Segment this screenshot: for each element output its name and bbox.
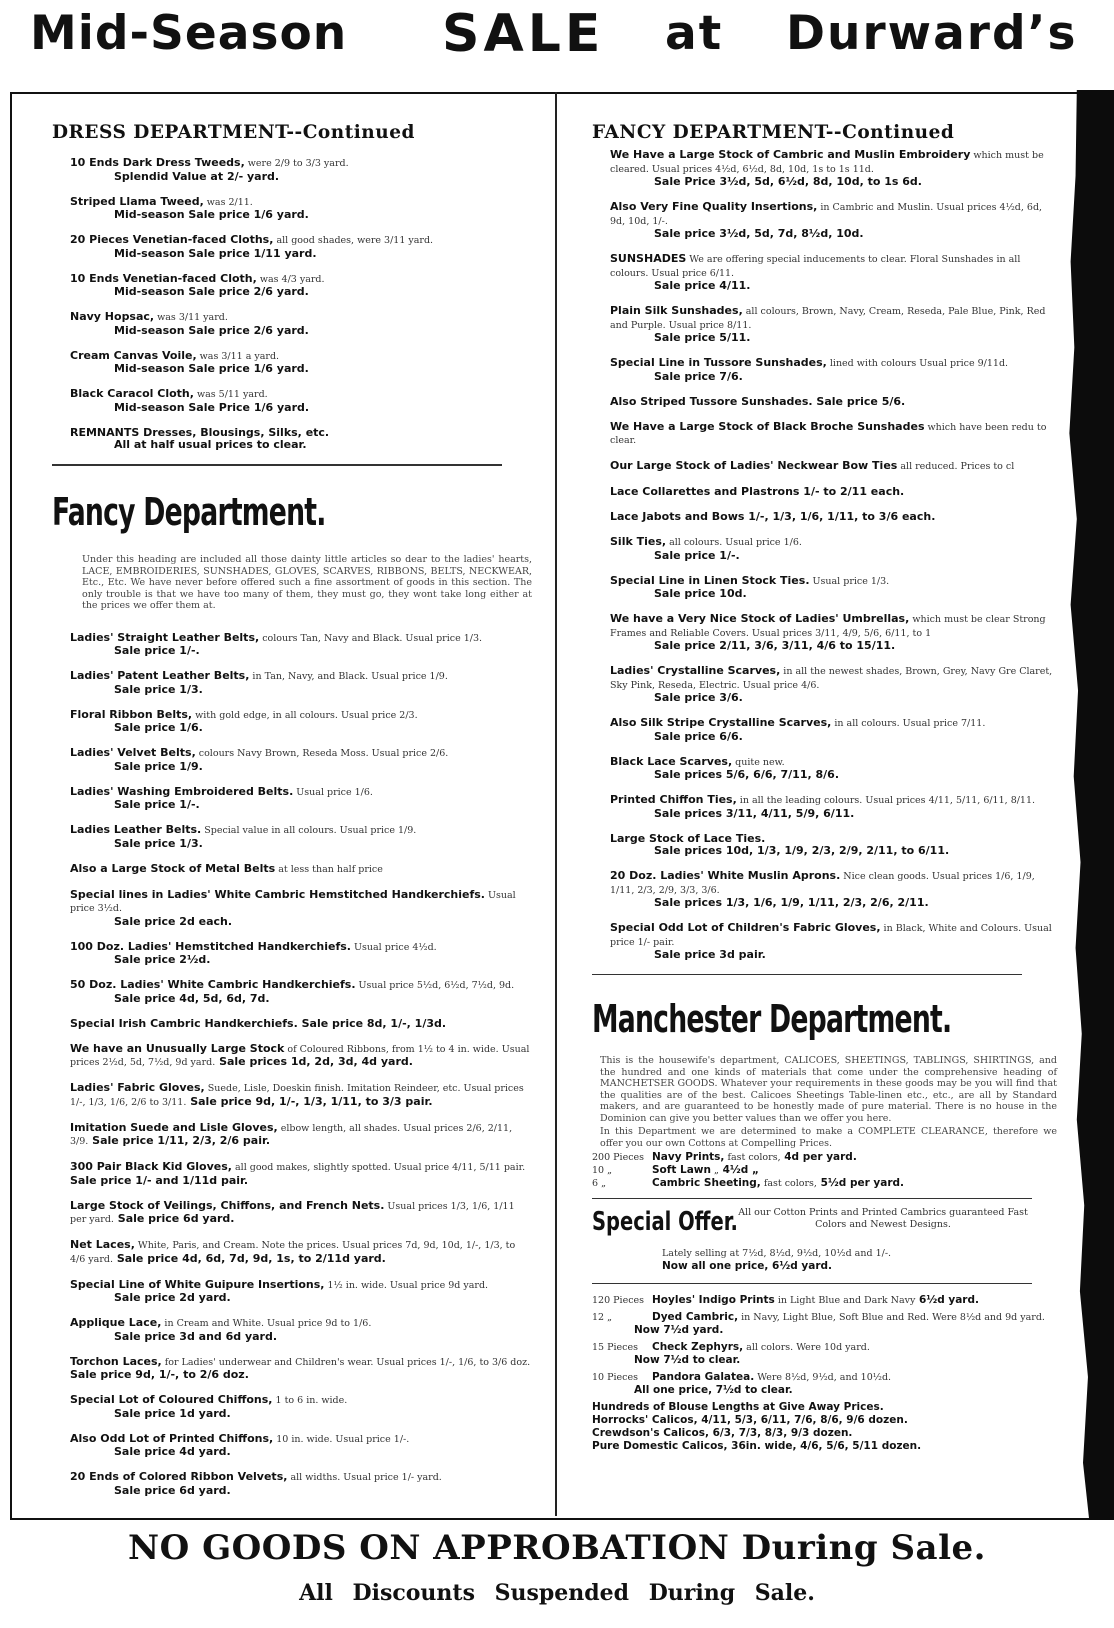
line-description: „ — [710, 1165, 719, 1176]
item-sale-price: Mid-season Sale price 2/6 yard. — [114, 323, 309, 337]
item-title: Lace Jabots and Bows 1/-, 1/3, 1/6, 1/11, to 3/6 each. — [610, 510, 936, 523]
item-title: Plain Silk Sunshades, — [610, 304, 743, 317]
item-title: Also Striped Tussore Sunshades. — [610, 394, 813, 408]
item-description: with gold edge, in all colours. Usual price 2/3. — [192, 709, 418, 721]
item-title: 20 Pieces Venetian-faced Cloths, — [70, 233, 274, 246]
item-sale-price: Sale price 2d each. — [114, 914, 233, 928]
item-title: 300 Pair Black Kid Gloves, — [70, 1160, 232, 1173]
column-divider — [555, 92, 558, 1516]
manchester-lines — [592, 1151, 1057, 1190]
item-sale-price: Sale price 1/- and 1/11d pair. — [70, 1173, 249, 1187]
footer-no-approbation: NO GOODS ON APPROBATION During Sale. — [128, 1528, 986, 1568]
item-sale-price: Sale price 3/6. — [654, 691, 743, 704]
item-description: lined with colours Usual price 9/11d. — [826, 358, 1009, 369]
list-item — [70, 1043, 532, 1070]
item-description: which must be cleared. Usual prices 4½d, 6½d, 8d, 10d, 1s to 1s 11d. — [610, 150, 1044, 175]
item-sale-price: Sale price 6d yard. — [113, 1212, 235, 1225]
item-title: We have a Very Nice Stock of Ladies' Umbrellas, — [610, 612, 910, 625]
list-item — [610, 575, 1057, 601]
offer-description: Were 8½d, 9½d, and 10½d. — [754, 1372, 892, 1383]
item-sale-price: Sale price 6d yard. — [114, 1483, 231, 1497]
item-title: Imitation Suede and Lisle Gloves, — [70, 1120, 278, 1134]
offer-title: Dyed Cambric, — [652, 1311, 739, 1323]
item-sale-price: Sale price 2½d. — [114, 953, 211, 966]
item-title: Ladies' Washing Embroidered Belts. — [70, 784, 294, 798]
manchester-department-heading: Manchester Department. — [592, 997, 952, 1041]
item-description: was 5/11 yard. — [193, 389, 268, 400]
item-title: Special Line in Tussore Sunshades, — [610, 356, 827, 369]
item-title: Floral Ribbon Belts, — [70, 707, 193, 721]
item-title: Ladies Leather Belts. — [70, 823, 202, 836]
item-sale-price: Sale price 1/-. — [114, 798, 200, 811]
item-sale-price: Sale price 4/11. — [654, 279, 751, 292]
list-item — [70, 388, 532, 414]
offer-lines — [592, 1294, 1057, 1397]
section-rule — [52, 464, 502, 466]
list-item — [70, 1122, 532, 1149]
item-title: 10 Ends Venetian-faced Cloth, — [70, 271, 257, 285]
item-title: Striped Llama Tweed, — [70, 194, 204, 208]
item-title: We Have a Large Stock of Black Broche Sunshades — [610, 419, 925, 433]
item-description: which must be clear Strong Frames and Reliable Covers. Usual prices 3/11, 4/9, 5/6, 6/11, to 1 — [610, 614, 1046, 639]
item-description: in all colours. Usual price 7/11. — [831, 718, 986, 729]
item-title: Also a Large Stock of Metal Belts — [70, 861, 276, 875]
list-item — [70, 863, 532, 877]
offer-quantity: 12 „ — [592, 1312, 613, 1323]
item-description: Usual price 1/6. — [293, 786, 373, 798]
offer-title: Pandora Galatea. — [652, 1371, 755, 1383]
line-price: 4½d „ — [718, 1164, 759, 1176]
special-offer-sub: Lately selling at 7½d, 8½d, 9½d, 10½d and 1/-. — [662, 1248, 892, 1259]
list-item — [610, 613, 1057, 653]
list-item — [70, 1279, 532, 1305]
item-title: REMNANTS Dresses, Blousings, Silks, etc. — [70, 425, 330, 439]
item-sale-price: Sale price 8d, 1/-, 1/3d. — [297, 1016, 447, 1030]
list-item — [610, 486, 1057, 499]
item-title: SUNSHADES — [610, 252, 687, 265]
item-title: Torchon Laces, — [70, 1354, 162, 1368]
special-offer-price: Now all one price, 6½d yard. — [662, 1260, 833, 1272]
item-title: We Have a Large Stock of Cambric and Muslin Embroidery — [610, 148, 971, 161]
list-item — [70, 350, 532, 376]
offer-title: Hoyles' Indigo Prints — [652, 1294, 775, 1306]
line-quantity: 10 „ — [592, 1165, 613, 1176]
item-title: Also Very Fine Quality Insertions, — [610, 200, 818, 213]
item-sale-price: Sale prices 10d, 1/3, 1/9, 2/3, 2/9, 2/11, to 6/11. — [654, 844, 950, 857]
item-title: Ladies' Fabric Gloves, — [70, 1081, 205, 1094]
offer-price: All one price, 7½d to clear. — [634, 1384, 793, 1396]
list-item — [610, 870, 1057, 910]
item-sale-price: Sale Price 3½d, 5d, 6½d, 8d, 10d, to 1s 6d. — [654, 175, 922, 188]
section-rule — [592, 1198, 1032, 1199]
item-description: were 2/9 to 3/3 yard. — [244, 158, 349, 169]
item-title: Special Line of White Guipure Insertions, — [70, 1277, 325, 1291]
item-title: Special Odd Lot of Children's Fabric Gloves, — [610, 921, 881, 934]
item-sale-price: Sale price 5/6. — [812, 394, 906, 408]
manchester-line — [592, 1151, 1057, 1164]
item-sale-price: Sale price 1/-. — [654, 548, 740, 562]
list-item — [70, 1471, 532, 1497]
list-item — [610, 305, 1057, 345]
item-title: Ladies' Patent Leather Belts, — [70, 669, 250, 682]
offer-line — [592, 1341, 1057, 1367]
manchester-intro: This is the housewife's department, CALICOES, SHEETINGS, TABLINGS, SHIRTINGS, and the hundred and one kinds of materials that come under the comprehensive heading of MANCHETSER GOODS. Whatever your requirements in these goods may be you will find that the qualities are of the best. Calicoes Sheetings Table-linen etc., etc., are all by Standard makers, and are guaranteed to be honestly made of pure material. There is no house in the Dominion can give you better values than we offer you here. — [600, 1055, 1057, 1124]
item-description: in Black, White and Colours. Usual price 1/- pair. — [610, 923, 1052, 948]
list-item — [610, 396, 1057, 409]
item-title: Ladies' Straight Leather Belts, — [70, 630, 260, 644]
special-offer-block — [592, 1207, 1057, 1247]
final-lines — [592, 1401, 1057, 1453]
special-offer-desc: All our Cotton Prints and Printed Cambrics guaranteed Fast Colors and Newest Designs. — [738, 1207, 1028, 1230]
list-item — [70, 1356, 532, 1382]
list-item — [70, 273, 532, 299]
item-sale-price: Sale price 1/9. — [114, 759, 203, 773]
left-column — [52, 122, 532, 1510]
item-sale-price: Mid-season Sale price 1/6 yard. — [114, 208, 309, 221]
line-title: Soft Lawn — [652, 1164, 711, 1176]
item-sale-price: Mid-season Sale price 1/6 yard. — [114, 362, 309, 375]
item-description: 1½ in. wide. Usual price 9d yard. — [324, 1279, 489, 1291]
item-description: colours Tan, Navy and Black. Usual price 1/3. — [259, 632, 483, 644]
item-sale-price: Sale price 1/-. — [114, 644, 200, 657]
item-title: Net Laces, — [70, 1238, 135, 1251]
item-title: Applique Lace, — [70, 1316, 162, 1329]
item-sale-price: Sale prices 5/6, 6/6, 7/11, 8/6. — [654, 768, 839, 781]
list-item — [610, 511, 1057, 524]
item-sale-price: Sale price 2d yard. — [114, 1291, 231, 1304]
item-sale-price: All at half usual prices to clear. — [114, 438, 307, 451]
item-sale-price: Sale price 6/6. — [654, 729, 743, 743]
item-sale-price: Sale price 1d yard. — [114, 1406, 231, 1420]
offer-price: 6½d yard. — [915, 1294, 979, 1306]
masthead-durwards: Durward’s — [786, 6, 1078, 61]
fancy-intro: Under this heading are included all those dainty little articles so dear to the ladies' hearts, LACE, EMBROIDERIES, SUNSHADES, GLOVES, SCARVES, RIBBONS, BELTS, NECKWEAR, Etc., Etc. We have never before offered such a fine assortment of goods in this section. The only trouble is that we have too many of them, they must go, they wont take long either at the prices we offer them at. — [82, 554, 532, 611]
list-item — [610, 201, 1057, 241]
offer-title: Check Zephyrs, — [652, 1341, 744, 1353]
item-description: Suede, Lisle, Doeskin finish. Imitation Reindeer, etc. Usual prices 1/-, 1/3, 1/6, 2/6 to 3/11. — [70, 1083, 524, 1108]
manchester-line — [592, 1164, 1057, 1177]
item-description: which have been redu to clear. — [610, 421, 1047, 446]
item-description: all colours. Usual price 1/6. — [666, 537, 802, 548]
item-title: 100 Doz. Ladies' Hemstitched Handkerchiefs. — [70, 939, 351, 953]
fancy-continued-heading: FANCY DEPARTMENT--Continued — [592, 122, 955, 143]
list-item — [610, 357, 1057, 383]
item-sale-price: Sale price 9d, 1/-, to 2/6 doz. — [70, 1368, 249, 1381]
footer-discounts: All Discounts Suspended During Sale. — [299, 1580, 815, 1606]
offer-quantity: 15 Pieces — [592, 1342, 638, 1353]
item-sale-price: Sale price 1/6. — [114, 721, 203, 734]
line-price: 4d per yard. — [780, 1151, 857, 1163]
line-quantity: 6 „ — [592, 1178, 606, 1189]
list-item — [70, 1082, 532, 1109]
item-title: Ladies' Crystalline Scarves, — [610, 664, 781, 677]
final-line: Hundreds of Blouse Lengths at Give Away Prices. — [592, 1401, 884, 1413]
item-sale-price: Sale price 3½d, 5d, 7d, 8½d, 10d. — [654, 227, 864, 240]
offer-quantity: 10 Pieces — [592, 1372, 638, 1383]
item-title: Special Irish Cambric Handkerchiefs. — [70, 1016, 298, 1030]
item-title: 50 Doz. Ladies' White Cambric Handkerchiefs. — [70, 978, 356, 991]
item-description: in Cream and White. Usual price 9d to 1/6. — [161, 1318, 372, 1329]
item-description: 10 in. wide. Usual price 1/-. — [273, 1433, 410, 1445]
masthead-mid-season: Mid-Season — [30, 6, 348, 61]
item-sale-price: Sale price 4d yard. — [114, 1445, 231, 1458]
item-title: 10 Ends Dark Dress Tweeds, — [70, 156, 245, 169]
item-sale-price: Sale price 5/11. — [654, 331, 751, 344]
item-description: was 4/3 yard. — [256, 273, 325, 285]
list-item — [610, 665, 1057, 705]
list-item — [610, 717, 1057, 743]
item-description: all good shades, were 3/11 yard. — [273, 235, 434, 246]
item-description: elbow length, all shades. Usual prices 2/6, 2/11, 3/9. — [70, 1122, 513, 1147]
list-item — [70, 941, 532, 967]
item-sale-price: Sale prices 3/11, 4/11, 5/9, 6/11. — [654, 806, 855, 820]
item-description: was 3/11 yard. — [154, 312, 228, 323]
item-sale-price: Splendid Value at 2/- yard. — [114, 169, 280, 183]
item-description: White, Paris, and Cream. Note the prices. Usual prices 7d, 9d, 10d, 1/-, 1/3, to 4/6 yard. — [70, 1240, 516, 1265]
dress-department-heading: DRESS DEPARTMENT--Continued — [52, 122, 415, 143]
item-sale-price: Sale price 4d, 5d, 6d, 7d. — [114, 991, 270, 1005]
list-item — [70, 1239, 532, 1266]
item-title: 20 Ends of Colored Ribbon Velvets, — [70, 1470, 288, 1483]
item-title: 20 Doz. Ladies' White Muslin Aprons. — [610, 869, 841, 882]
item-title: Lace Collarettes and Plastrons 1/- to 2/11 each. — [610, 485, 905, 498]
item-description: Usual price 1/3. — [809, 575, 890, 587]
list-item — [70, 786, 532, 812]
list-item — [70, 1018, 532, 1031]
item-description: Usual price 5½d, 6½d, 7½d, 9d. — [355, 980, 515, 991]
list-item — [70, 889, 532, 929]
final-line: Crewdson's Calicos, 6/3, 7/3, 8/3, 9/3 dozen. — [592, 1427, 853, 1439]
line-quantity: 200 Pieces — [592, 1152, 645, 1163]
list-item — [610, 756, 1057, 782]
list-item — [70, 824, 532, 850]
item-title: We have an Unusually Large Stock — [70, 1041, 285, 1055]
line-price: 5½d per yard. — [816, 1177, 905, 1189]
offer-description: in Navy, Light Blue, Soft Blue and Red. Were 8½d and 9d yard. — [738, 1312, 1045, 1323]
list-item — [70, 311, 532, 337]
item-title: Also Odd Lot of Printed Chiffons, — [70, 1431, 274, 1445]
item-description: in all the newest shades, Brown, Grey, Navy Gre Claret, Sky Pink, Reseda, Electric. Usual price 4/6. — [610, 666, 1053, 691]
item-title: Special Lot of Coloured Chiffons, — [70, 1393, 273, 1406]
list-item — [70, 427, 532, 452]
item-description: 1 to 6 in. wide. — [272, 1395, 348, 1406]
list-item — [610, 536, 1057, 562]
item-description: was 3/11 a yard. — [196, 350, 280, 362]
item-sale-price: Sale price 1/11, 2/3, 2/6 pair. — [88, 1134, 271, 1147]
item-title: Navy Hopsac, — [70, 310, 155, 323]
offer-line — [592, 1294, 1057, 1307]
item-sale-price: Sale prices 1d, 2d, 3d, 4d yard. — [215, 1055, 413, 1068]
item-description: for Ladies' underwear and Children's wear. Usual prices 1/-, 1/6, to 3/6 doz. — [161, 1356, 531, 1368]
offer-quantity: 120 Pieces — [592, 1295, 645, 1306]
line-title: Cambric Sheeting, — [652, 1177, 761, 1189]
masthead-at: at — [665, 6, 724, 61]
offer-description: all colors. Were 10d yard. — [743, 1342, 870, 1353]
item-description: Usual price 4½d. — [350, 941, 437, 953]
list-item — [70, 747, 532, 773]
section-rule — [592, 1283, 1032, 1284]
manchester-intro-2: In this Department we are determined to make a COMPLETE CLEARANCE, therefore we offer you our own Cottons at Compelling Prices. — [600, 1126, 1057, 1149]
item-title: Also Silk Stripe Crystalline Scarves, — [610, 716, 832, 729]
item-sale-price: Sale price 3d and 6d yard. — [114, 1329, 278, 1343]
offer-line — [592, 1371, 1057, 1397]
offer-price: Now 7½d yard. — [634, 1324, 724, 1336]
item-description: all good makes, slightly spotted. Usual price 4/11, 5/11 pair. — [231, 1162, 526, 1173]
list-item — [610, 922, 1057, 962]
item-description: Usual price 3½d. — [70, 889, 516, 914]
item-description: Nice clean goods. Usual prices 1/6, 1/9, 1/11, 2/3, 2/9, 3/3, 3/6. — [610, 871, 1035, 896]
list-item — [610, 149, 1057, 189]
fancy-items — [52, 632, 532, 1498]
line-description: fast colors, — [760, 1178, 817, 1189]
item-description: was 2/11. — [203, 196, 253, 208]
item-description: at less than half price — [275, 863, 383, 875]
item-title: Silk Ties, — [610, 535, 667, 548]
final-line: Horrocks' Calicos, 4/11, 5/3, 6/11, 7/6, 8/6, 9/6 dozen. — [592, 1414, 908, 1426]
special-offer-prices — [662, 1247, 1057, 1273]
dress-items — [52, 157, 532, 452]
section-rule — [592, 974, 1022, 975]
right-column — [592, 122, 1057, 1453]
item-description: Usual prices 1/3, 1/6, 1/11 per yard. — [70, 1200, 515, 1225]
item-title: Large Stock of Lace Ties. — [610, 831, 766, 845]
item-sale-price: Sale prices 1/3, 1/6, 1/9, 1/11, 2/3, 2/6, 2/11. — [654, 896, 929, 909]
item-sale-price: Mid-season Sale price 2/6 yard. — [114, 285, 309, 298]
item-description: in Tan, Navy, and Black. Usual price 1/9. — [249, 671, 448, 682]
item-sale-price: Sale price 2/11, 3/6, 3/11, 4/6 to 15/11. — [654, 639, 896, 652]
item-description: all colours, Brown, Navy, Cream, Reseda, Pale Blue, Pink, Red and Purple. Usual price 8/11. — [610, 306, 1046, 331]
item-sale-price: Sale price 3d pair. — [654, 948, 766, 961]
item-title: Special lines in Ladies' White Cambric Hemstitched Handkerchiefs. — [70, 887, 485, 901]
final-line: Pure Domestic Calicos, 36in. wide, 4/6, 5/6, 5/11 dozen. — [592, 1440, 922, 1452]
fancy-department-heading: Fancy Department. — [52, 490, 326, 534]
item-title: Large Stock of Veilings, Chiffons, and French Nets. — [70, 1198, 385, 1212]
list-item — [70, 1200, 532, 1227]
list-item — [70, 1161, 532, 1187]
item-description: in all the leading colours. Usual prices 4/11, 5/11, 6/11, 8/11. — [736, 795, 1036, 806]
item-title: Our Large Stock of Ladies' Neckwear Bow Ties — [610, 459, 898, 472]
item-sale-price: Mid-season Sale price 1/11 yard. — [114, 246, 317, 260]
list-item — [70, 234, 532, 260]
item-title: Printed Chiffon Ties, — [610, 793, 737, 806]
item-sale-price: Sale price 1/3. — [114, 836, 203, 850]
item-description: of Coloured Ribbons, from 1½ to 4 in. wide. Usual prices 2½d, 5d, 7½d, 9d yard. — [70, 1043, 530, 1068]
masthead-sale: SALE — [442, 4, 605, 64]
list-item — [70, 1317, 532, 1343]
item-description: We are offering special inducements to clear. Floral Sunshades in all colours. Usual price 6/11. — [610, 254, 1021, 279]
list-item — [70, 196, 532, 222]
offer-description: in Light Blue and Dark Navy — [774, 1295, 916, 1306]
line-title: Navy Prints, — [652, 1151, 725, 1163]
manchester-line — [592, 1177, 1057, 1190]
item-description: all reduced. Prices to cl — [897, 461, 1015, 472]
item-sale-price: Sale price 7/6. — [654, 369, 743, 383]
item-title: Cream Canvas Voile, — [70, 348, 197, 362]
line-description: fast colors, — [724, 1152, 781, 1163]
list-item — [70, 979, 532, 1005]
item-sale-price: Mid-season Sale Price 1/6 yard. — [114, 400, 310, 414]
item-title: Special Line in Linen Stock Ties. — [610, 573, 810, 587]
item-sale-price: Sale price 9d, 1/-, 1/3, 1/11, to 3/3 pair. — [186, 1094, 433, 1108]
item-sale-price: Sale price 10d. — [654, 587, 747, 600]
list-item — [610, 460, 1057, 474]
item-description: in Cambric and Muslin. Usual prices 4½d, 6d, 9d, 10d, 1/-. — [610, 202, 1043, 227]
list-item — [610, 833, 1057, 858]
list-item — [70, 1433, 532, 1459]
list-item — [70, 670, 532, 696]
item-title: Black Caracol Cloth, — [70, 387, 194, 400]
list-item — [610, 421, 1057, 448]
list-item — [70, 157, 532, 183]
item-sale-price: Sale price 1/3. — [114, 682, 203, 696]
fancy-continued-items — [592, 149, 1057, 962]
list-item — [70, 632, 532, 658]
list-item — [70, 1394, 532, 1420]
list-item — [610, 253, 1057, 293]
special-offer-heading: Special Offer. — [592, 1207, 738, 1237]
item-description: quite new. — [732, 756, 785, 768]
offer-line — [592, 1311, 1057, 1337]
item-description: Special value in all colours. Usual price 1/9. — [201, 825, 417, 836]
masthead — [0, 0, 1114, 80]
item-sale-price: Sale price 4d, 6d, 7d, 9d, 1s, to 2/11d yard. — [112, 1251, 386, 1265]
list-item — [70, 709, 532, 735]
item-description: colours Navy Brown, Reseda Moss. Usual price 2/6. — [195, 748, 449, 759]
item-description: all widths. Usual price 1/- yard. — [287, 1472, 442, 1483]
item-title: Black Lace Scarves, — [610, 754, 733, 768]
item-title: Ladies' Velvet Belts, — [70, 746, 196, 759]
offer-price: Now 7½d to clear. — [634, 1354, 741, 1366]
list-item — [610, 794, 1057, 820]
